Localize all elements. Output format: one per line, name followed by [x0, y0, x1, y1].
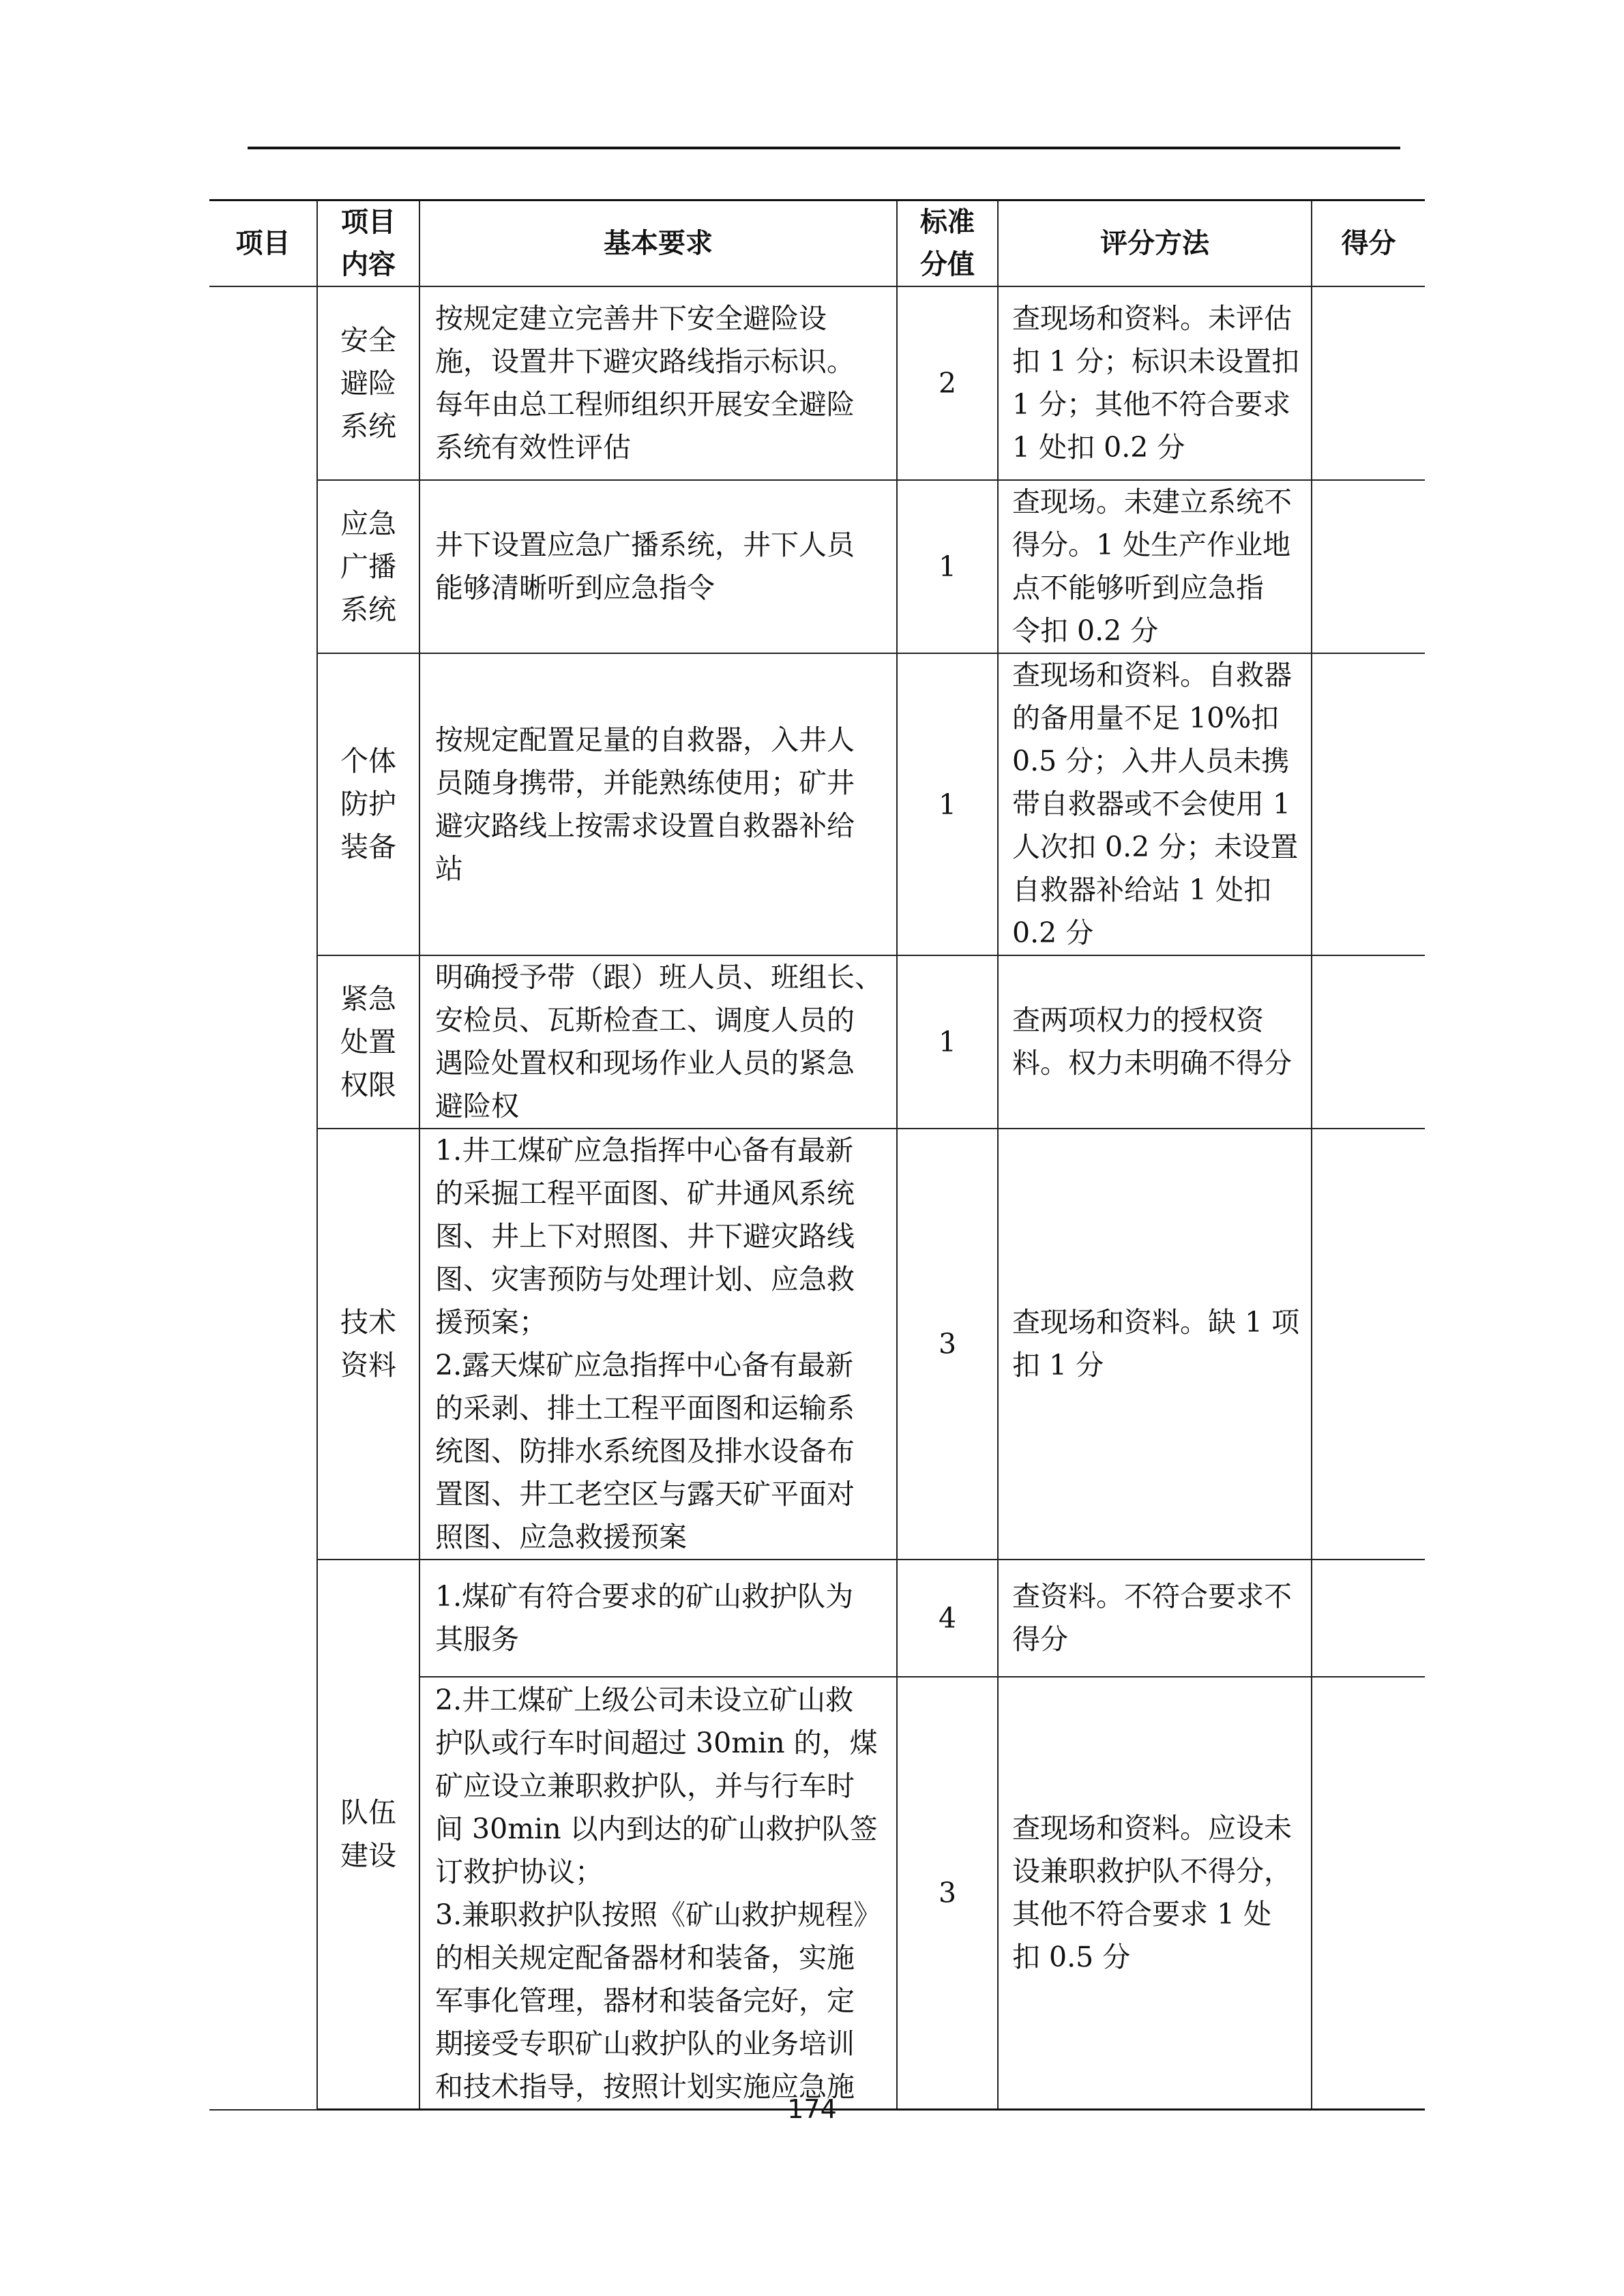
requirement-cell: 按规定配置足量的自救器，入井人 员随身携带，并能熟练使用；矿井 避灾路线上按需求设置自救器补给 站	[419, 653, 897, 955]
requirement-cell: 按规定建立完善井下安全避险设 施，设置井下避灾路线指示标识。 每年由总工程师组织开展安全避险 系统有效性评估	[419, 286, 897, 480]
score-cell	[1312, 955, 1425, 1129]
method-cell: 查现场和资料。应设未 设兼职救护队不得分， 其他不符合要求 1 处 扣 0.5 分	[998, 1677, 1312, 2110]
table-row	[209, 1560, 1425, 1677]
header-score: 得分	[1312, 200, 1425, 287]
requirement-cell: 2.井工煤矿上级公司未设立矿山救 护队或行车时间超过 30min 的，煤 矿应设立兼职救护队，并与行车时 间 30min 以内到达的矿山救护队签 订救护协议； 3.兼职救护队按照《矿山救护规程》 的相关规定配备器材和装备，实施 军事化管理，器材和装备完好，定 期接受专职矿山救护队的业务培训 和技术指导，按照计划实施应急施	[419, 1677, 897, 2110]
score-cell	[1312, 286, 1425, 480]
standard-cell: 1	[897, 653, 998, 955]
method-cell: 查现场和资料。未评估 扣 1 分；标识未设置扣 1 分；其他不符合要求 1 处扣 0.2 分	[998, 286, 1312, 480]
table-row	[209, 480, 1425, 653]
content-cell: 紧急 处置 权限	[317, 955, 419, 1129]
header-standard: 标准 分值	[897, 200, 998, 287]
score-cell	[1312, 480, 1425, 653]
page-number: 174	[787, 2094, 837, 2124]
table-row	[209, 653, 1425, 955]
content-cell: 技术 资料	[317, 1129, 419, 1560]
requirement-cell: 明确授予带（跟）班人员、班组长、 安检员、瓦斯检查工、调度人员的 遇险处置权和现场作业人员的紧急 避险权	[419, 955, 897, 1129]
standard-cell: 3	[897, 1677, 998, 2110]
header-item: 项目	[209, 200, 317, 287]
standard-cell: 4	[897, 1560, 998, 1677]
requirement-cell: 1.井工煤矿应急指挥中心备有最新 的采掘工程平面图、矿井通风系统 图、井上下对照图、井下避灾路线 图、灾害预防与处理计划、应急救 援预案； 2.露天煤矿应急指挥中心备有最新 的采剥、排土工程平面图和运输系 统图、防排水系统图及排水设备布 置图、井工老空区与露天矿平面对 照图、应急救援预案	[419, 1129, 897, 1560]
scoring-table	[209, 199, 1425, 2111]
score-cell	[1312, 653, 1425, 955]
item-cell	[209, 286, 317, 2110]
method-cell: 查两项权力的授权资 料。权力未明确不得分	[998, 955, 1312, 1129]
score-cell	[1312, 1677, 1425, 2110]
method-cell: 查现场和资料。自救器 的备用量不足 10%扣 0.5 分；入井人员未携 带自救器或不会使用 1 人次扣 0.2 分；未设置 自救器补给站 1 处扣 0.2 分	[998, 653, 1312, 955]
standard-cell: 1	[897, 480, 998, 653]
content-cell: 安全 避险 系统	[317, 286, 419, 480]
score-cell	[1312, 1129, 1425, 1560]
standard-cell: 2	[897, 286, 998, 480]
table-header-row	[209, 200, 1425, 287]
method-cell: 查现场。未建立系统不 得分。1 处生产作业地 点不能够听到应急指 令扣 0.2 分	[998, 480, 1312, 653]
content-cell: 应急 广播 系统	[317, 480, 419, 653]
header-method: 评分方法	[998, 200, 1312, 287]
table-row	[209, 286, 1425, 480]
table-row	[209, 955, 1425, 1129]
header-rule	[248, 147, 1400, 149]
content-cell: 个体 防护 装备	[317, 653, 419, 955]
standard-cell: 1	[897, 955, 998, 1129]
requirement-cell: 1.煤矿有符合要求的矿山救护队为 其服务	[419, 1560, 897, 1677]
method-cell: 查现场和资料。缺 1 项 扣 1 分	[998, 1129, 1312, 1560]
content-cell: 队伍 建设	[317, 1560, 419, 2110]
header-content: 项目 内容	[317, 200, 419, 287]
score-cell	[1312, 1560, 1425, 1677]
header-requirement: 基本要求	[419, 200, 897, 287]
method-cell: 查资料。不符合要求不 得分	[998, 1560, 1312, 1677]
requirement-cell: 井下设置应急广播系统，井下人员 能够清晰听到应急指令	[419, 480, 897, 653]
standard-cell: 3	[897, 1129, 998, 1560]
table-row	[209, 1129, 1425, 1560]
